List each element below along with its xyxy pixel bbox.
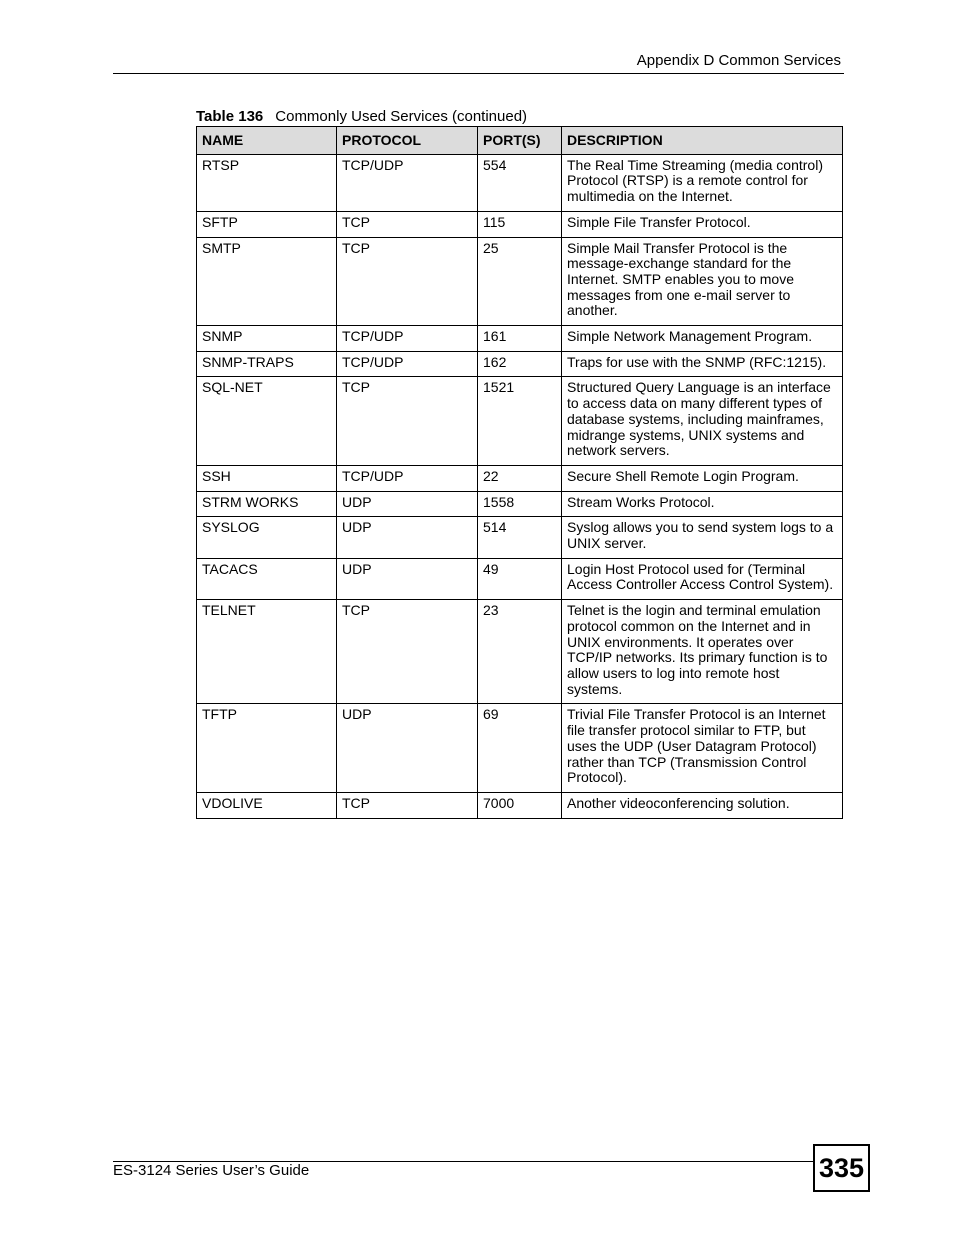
services-table	[196, 126, 843, 819]
cell-description: The Real Time Streaming (media control) Protocol (RTSP) is a remote control for multimedia on the Internet.	[562, 154, 843, 211]
cell-protocol: UDP	[337, 558, 478, 599]
cell-name: SYSLOG	[197, 517, 337, 558]
table-row	[197, 154, 843, 211]
cell-name: RTSP	[197, 154, 337, 211]
cell-ports: 69	[478, 704, 562, 793]
cell-protocol: TCP	[337, 237, 478, 326]
table-row	[197, 792, 843, 818]
cell-protocol: UDP	[337, 491, 478, 517]
table-header-row	[197, 127, 843, 155]
cell-description: Simple Mail Transfer Protocol is the message-exchange standard for the Internet. SMTP enables you to move messages from one e-mail server to another.	[562, 237, 843, 326]
table-row	[197, 377, 843, 466]
column-header-ports: PORT(S)	[478, 127, 562, 155]
table-row	[197, 326, 843, 352]
cell-protocol: TCP	[337, 377, 478, 466]
cell-protocol: TCP/UDP	[337, 154, 478, 211]
table-row	[197, 704, 843, 793]
cell-description: Another videoconferencing solution.	[562, 792, 843, 818]
cell-protocol: UDP	[337, 704, 478, 793]
cell-ports: 115	[478, 211, 562, 237]
running-header: Appendix D Common Services	[636, 52, 841, 69]
cell-description: Simple Network Management Program.	[562, 326, 843, 352]
table-caption-text: Commonly Used Services (continued)	[275, 108, 528, 125]
cell-ports: 1558	[478, 491, 562, 517]
table-row	[197, 517, 843, 558]
cell-description: Stream Works Protocol.	[562, 491, 843, 517]
cell-name: TFTP	[197, 704, 337, 793]
column-header-name: NAME	[197, 127, 337, 155]
table-caption-label: Table 136	[196, 108, 264, 125]
cell-ports: 161	[478, 326, 562, 352]
column-header-description: DESCRIPTION	[562, 127, 843, 155]
cell-protocol: TCP/UDP	[337, 351, 478, 377]
cell-description: Trivial File Transfer Protocol is an Internet file transfer protocol similar to FTP, but uses the UDP (User Datagram Protocol) rather than TCP (Transmission Control Protocol).	[562, 704, 843, 793]
table-row	[197, 211, 843, 237]
cell-name: SSH	[197, 465, 337, 491]
cell-description: Secure Shell Remote Login Program.	[562, 465, 843, 491]
cell-description: Login Host Protocol used for (Terminal Access Controller Access Control System).	[562, 558, 843, 599]
cell-description: Simple File Transfer Protocol.	[562, 211, 843, 237]
cell-ports: 25	[478, 237, 562, 326]
cell-name: SQL-NET	[197, 377, 337, 466]
cell-ports: 554	[478, 154, 562, 211]
guide-title: ES-3124 Series User’s Guide	[113, 1162, 310, 1179]
table-row	[197, 465, 843, 491]
cell-name: VDOLIVE	[197, 792, 337, 818]
cell-protocol: TCP/UDP	[337, 326, 478, 352]
cell-description: Structured Query Language is an interface to access data on many different types of database systems, including mainframes, midrange systems, UNIX systems and network servers.	[562, 377, 843, 466]
table-row	[197, 237, 843, 326]
table-row	[197, 558, 843, 599]
cell-ports: 7000	[478, 792, 562, 818]
cell-name: STRM WORKS	[197, 491, 337, 517]
cell-ports: 514	[478, 517, 562, 558]
header-rule	[113, 73, 844, 74]
column-header-protocol: PROTOCOL	[337, 127, 478, 155]
cell-ports: 22	[478, 465, 562, 491]
cell-ports: 49	[478, 558, 562, 599]
cell-name: SFTP	[197, 211, 337, 237]
cell-name: SNMP	[197, 326, 337, 352]
cell-protocol: TCP	[337, 792, 478, 818]
cell-protocol: TCP	[337, 600, 478, 704]
cell-protocol: TCP	[337, 211, 478, 237]
cell-name: TELNET	[197, 600, 337, 704]
cell-name: SMTP	[197, 237, 337, 326]
cell-name: SNMP-TRAPS	[197, 351, 337, 377]
cell-protocol: UDP	[337, 517, 478, 558]
table-body	[197, 154, 843, 818]
page-number: 335	[813, 1144, 870, 1192]
table-row	[197, 491, 843, 517]
cell-ports: 1521	[478, 377, 562, 466]
table-caption	[196, 108, 527, 125]
cell-name: TACACS	[197, 558, 337, 599]
cell-description: Traps for use with the SNMP (RFC:1215).	[562, 351, 843, 377]
table-row	[197, 600, 843, 704]
cell-ports: 23	[478, 600, 562, 704]
cell-description: Syslog allows you to send system logs to a UNIX server.	[562, 517, 843, 558]
cell-ports: 162	[478, 351, 562, 377]
table-row	[197, 351, 843, 377]
cell-protocol: TCP/UDP	[337, 465, 478, 491]
cell-description: Telnet is the login and terminal emulation protocol common on the Internet and in UNIX environments. It operates over TCP/IP networks. Its primary function is to allow users to log into remote host systems.	[562, 600, 843, 704]
